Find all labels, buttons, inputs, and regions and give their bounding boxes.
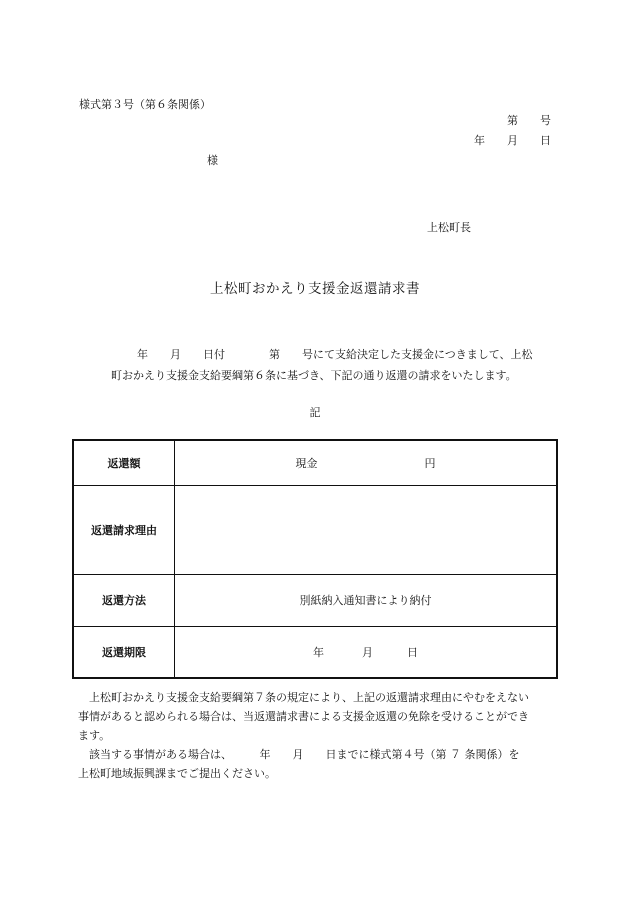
table-row-deadline (73, 627, 557, 678)
deadline-year: 年 (313, 646, 324, 660)
table-row-reason (73, 485, 557, 574)
amount-prefix: 現金 (295, 456, 318, 470)
amount-suffix: 円 (424, 456, 436, 470)
refund-details-table (72, 439, 558, 679)
reason-cell[interactable] (175, 485, 558, 574)
deadline-day: 日 (407, 646, 418, 660)
body-text-line-1: 年 月 日付 第 号にて支給決定した支援金につきまして、上松 (137, 348, 533, 361)
amount-label: 返還額 (73, 440, 175, 485)
deadline-month: 月 (362, 646, 373, 660)
deadline-cell[interactable] (175, 627, 558, 678)
notes-line: 該当する事情がある場合は、 年 月 日までに様式第４号（第 ７ 条関係）を (89, 748, 520, 761)
notes-line: ます。 (78, 729, 111, 742)
document-date: 年 月 日 (474, 134, 551, 147)
deadline-label: 返還期限 (73, 627, 175, 678)
method-value: 別紙納入通知書により納付 (175, 574, 558, 626)
notes-section (78, 688, 554, 783)
form-number: 様式第３号（第６条関係） (79, 98, 211, 111)
table-row-amount (73, 440, 557, 485)
ki-heading: 記 (309, 406, 321, 419)
reason-label: 返還請求理由 (73, 485, 175, 574)
notes-line: 上松町おかえり支援金支給要綱第７条の規定により、上記の返還請求理由にやむをえない (89, 691, 529, 704)
amount-cell[interactable] (175, 440, 558, 485)
issuer-name: 上松町長 (427, 221, 471, 234)
body-text-line-2: 町おかえり支援金支給要綱第６条に基づき、下記の通り返還の請求をいたします。 (111, 369, 517, 382)
document-number: 第 号 (507, 114, 551, 127)
notes-line: 上松町地域振興課までご提出ください。 (78, 767, 276, 780)
document-title: 上松町おかえり支援金返還請求書 (210, 281, 420, 297)
table-row-method (73, 574, 557, 626)
addressee-honorific: 様 (207, 154, 218, 167)
notes-line: 事情があると認められる場合は、当返還請求書による支援金返還の免除を受けることができ (78, 710, 529, 723)
method-label: 返還方法 (73, 574, 175, 626)
